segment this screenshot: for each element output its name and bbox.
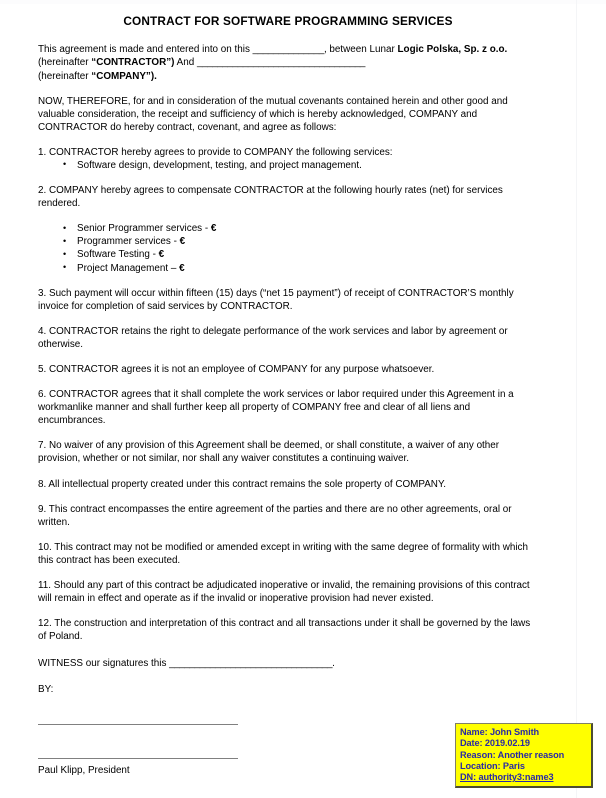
clause-11: 11. Should any part of this contract be adjudicated inoperative or invalid, the remaining provisions of this contract will remain in effect and operate as if the invalid or inoperative provision had never existed. xyxy=(38,580,530,605)
euro-symbol-icon: € xyxy=(179,236,186,248)
list-item: • Software design, development, testing, and project management. xyxy=(63,159,538,172)
intro-text-3: (hereinafter xyxy=(38,57,92,69)
contractor-company-name: Logic Polska, Sp. z o.o. xyxy=(397,44,508,56)
clause-10: 10. This contract may not be modified or amended except in writing with the same degree of formality with which this contract has been executed. xyxy=(38,541,528,566)
euro-symbol-icon: € xyxy=(179,262,185,274)
signature-line-company xyxy=(38,758,238,759)
intro-paragraph xyxy=(38,43,538,82)
stamp-dn[interactable]: DN: authority3:name3 xyxy=(460,772,554,783)
signature-line-contractor xyxy=(38,724,238,725)
page-right-edge xyxy=(576,0,577,798)
euro-symbol-icon: € xyxy=(210,223,217,235)
intro-text-4: And xyxy=(174,57,197,69)
digital-signature-stamp[interactable] xyxy=(455,723,593,788)
witness-line xyxy=(38,657,538,670)
stamp-name: Name: John Smith xyxy=(460,727,540,737)
recital-paragraph: NOW, THEREFORE, for and in consideration of the mutual covenants contained herein and other good and valuable consideration, the receipt and sufficiency of which is hereby acknowledged, COMPANY and CONTRACTOR do hereby contract, covenant, and agree as follows: xyxy=(38,95,508,133)
company-defined-term: “COMPANY”). xyxy=(91,70,157,82)
intro-text-5: (hereinafter xyxy=(38,70,92,82)
euro-symbol-icon: € xyxy=(158,249,165,261)
clause-1: 1. CONTRACTOR hereby agrees to provide to COMPANY the following services: xyxy=(38,146,393,158)
intro-text-1: This agreement is made and entered into on this xyxy=(38,44,253,56)
rate-label: Software Testing - xyxy=(77,249,159,261)
rate-label: Senior Programmer services - xyxy=(77,223,211,235)
page-title: CONTRACT FOR SOFTWARE PROGRAMMING SERVICES xyxy=(123,14,453,28)
list-item xyxy=(63,248,538,261)
intro-blank-date: ______________ xyxy=(252,44,324,56)
clause-6: 6. CONTRACTOR agrees that it shall complete the work services or labor required under this Agreement in a workmanlike manner and shall further keep all property of COMPANY free and clear of all liens and encumbrances. xyxy=(38,389,514,427)
stamp-reason: Reason: Another reason xyxy=(460,749,565,760)
contractor-defined-term: “CONTRACTOR”) xyxy=(91,57,175,69)
list-item xyxy=(63,235,538,248)
by-label: BY: xyxy=(38,683,54,695)
rates-list xyxy=(38,222,538,274)
clause-4: 4. CONTRACTOR retains the right to delegate performance of the work services and labor by agreement or otherwise. xyxy=(38,325,508,350)
witness-period: . xyxy=(332,658,335,670)
list-item xyxy=(63,222,538,235)
services-list xyxy=(38,159,538,172)
list-item xyxy=(63,262,538,275)
clause-9: 9. This contract encompasses the entire agreement of the parties and there are no other agreements, oral or written. xyxy=(38,503,512,528)
stamp-location: Location: Paris xyxy=(460,760,525,771)
document-content xyxy=(38,14,538,777)
clause-5: 5. CONTRACTOR agrees it is not an employee of COMPANY for any purpose whatsoever. xyxy=(38,364,435,376)
clause-8: 8. All intellectual property created under this contract remains the sole property of COMPANY. xyxy=(38,478,446,490)
clause-3: 3. Such payment will occur within fifteen (15) days (“net 15 payment”) of receipt of CONTRACTOR’S monthly invoice for completion of said services by CONTRACTOR. xyxy=(38,287,514,312)
rate-label: Programmer services - xyxy=(77,236,180,248)
signer-name: Paul Klipp, President xyxy=(38,764,130,776)
clause-7: 7. No waiver of any provision of this Agreement shall be deemed, or shall constitute, a waiver of any other provision, whether or not similar, nor shall any waiver constitutes a continuing waiver. xyxy=(38,440,500,465)
intro-text-2: , between Lunar xyxy=(323,44,398,56)
clause-2: 2. COMPANY hereby agrees to compensate CONTRACTOR at the following hourly rates (net) for services rendered. xyxy=(38,185,503,210)
intro-blank-company: _________________________________ xyxy=(196,57,366,69)
stamp-date: Date: 2019.02.19 xyxy=(460,738,530,749)
witness-blank: ________________________________ xyxy=(169,658,333,670)
page-top-edge xyxy=(0,0,606,4)
clause-12: 12. The construction and interpretation of this contract and all transactions under it shall be governed by the laws of Poland. xyxy=(38,618,531,643)
rate-label: Project Management – xyxy=(77,262,180,274)
witness-text: WITNESS our signatures this xyxy=(38,658,170,670)
